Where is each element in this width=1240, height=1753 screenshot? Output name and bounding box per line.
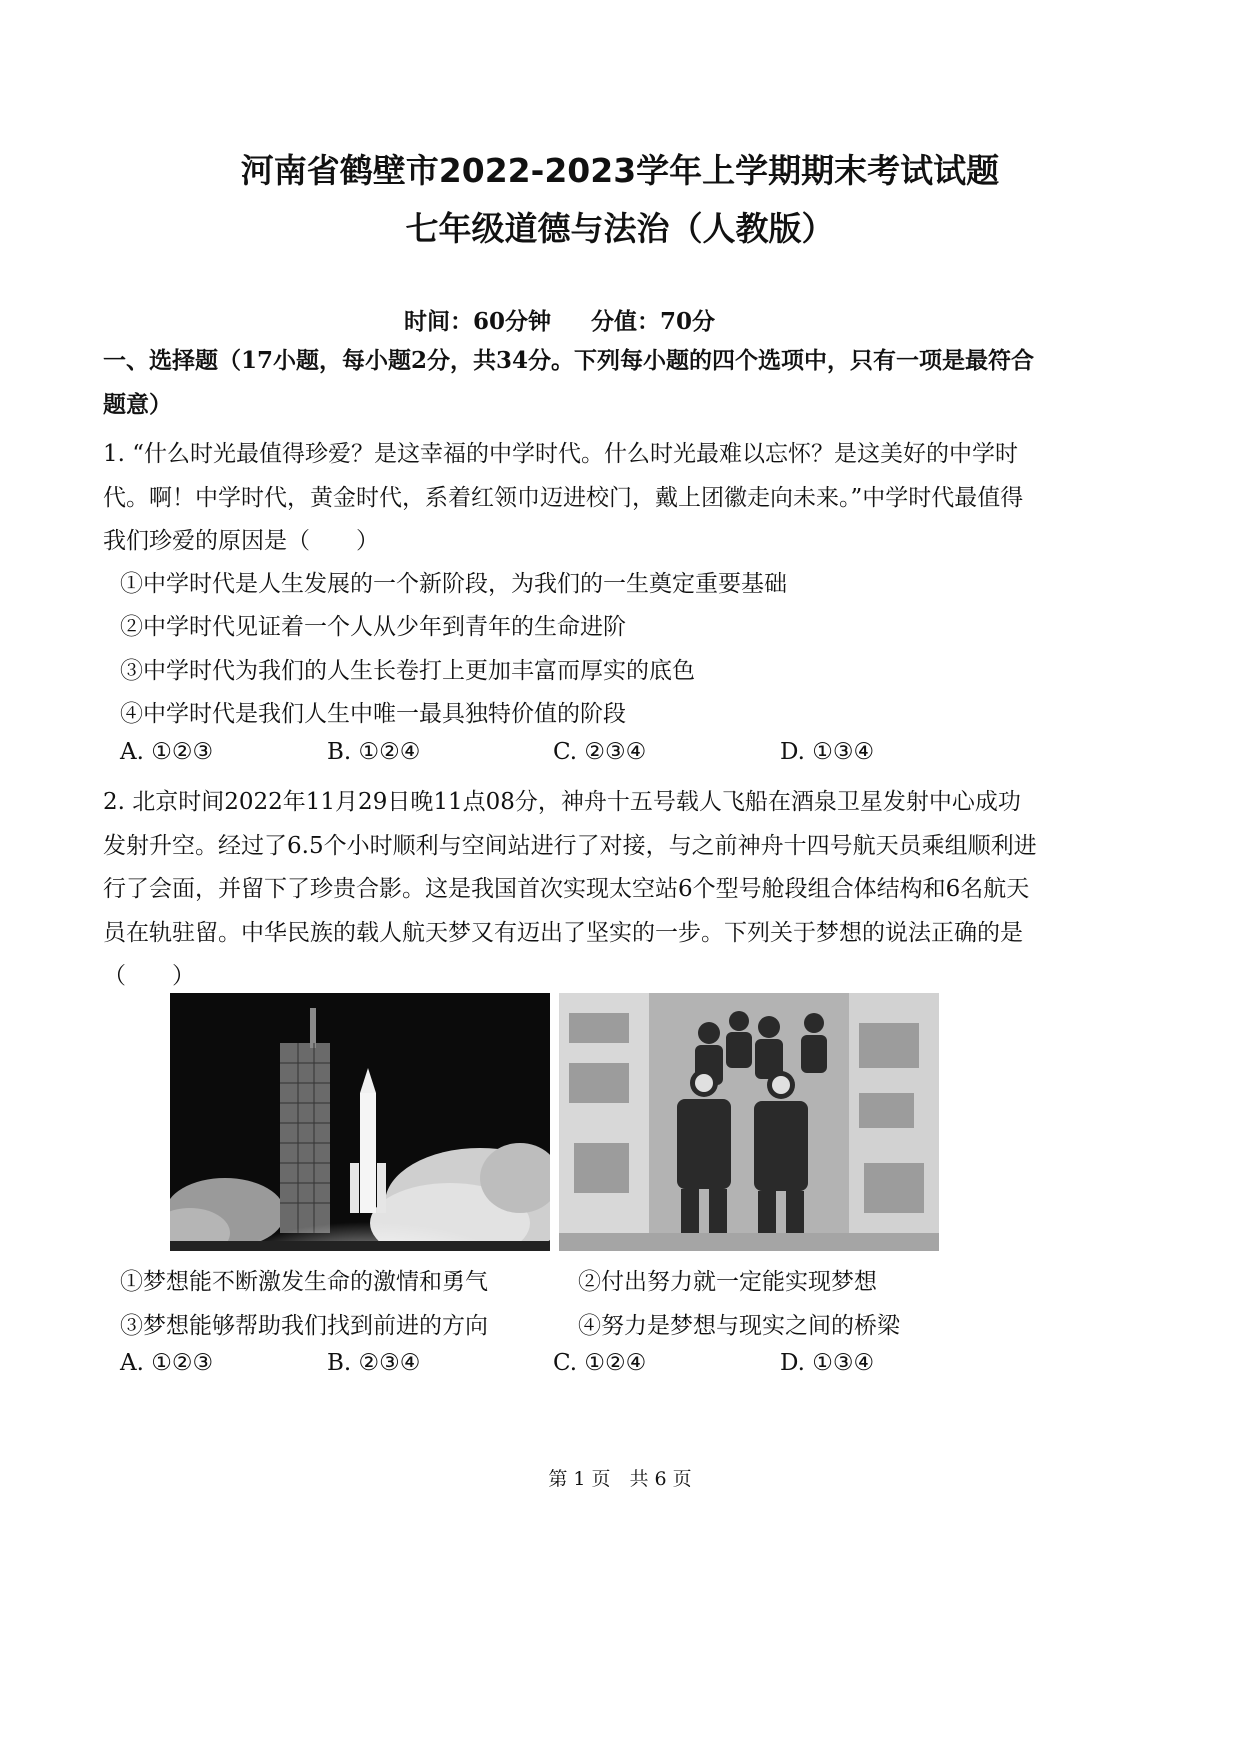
page-number: 第 1 页 共 6 页 xyxy=(548,1468,692,1490)
q1-option-a: A. ①②③ xyxy=(120,739,214,765)
exam-score: 分值：70分 xyxy=(591,308,716,335)
q2-statement-2: ②付出努力就一定能实现梦想 xyxy=(578,1269,877,1295)
q2-stem-line-1: 2. 北京时间2022年11月29日晚11点08分，神舟十五号载人飞船在酒泉卫星发射中心成功 xyxy=(103,789,1021,815)
q1-option-b: B. ①②④ xyxy=(327,739,421,765)
q2-statement-3: ③梦想能够帮助我们找到前进的方向 xyxy=(120,1313,488,1339)
q2-statement-1: ①梦想能不断激发生命的激情和勇气 xyxy=(120,1269,488,1295)
q1-option-d: D. ①③④ xyxy=(780,739,875,765)
q1-statement-2: ②中学时代见证着一个人从少年到青年的生命进阶 xyxy=(120,614,626,640)
exam-subtitle: 七年级道德与法治（人教版） xyxy=(405,209,835,248)
q2-option-b: B. ②③④ xyxy=(327,1350,421,1376)
q1-statement-4: ④中学时代是我们人生中唯一最具独特价值的阶段 xyxy=(120,701,626,727)
q2-option-d: D. ①③④ xyxy=(780,1350,875,1376)
q1-stem-line-3: 我们珍爱的原因是（ ） xyxy=(103,528,379,554)
q2-stem-line-5: （ ） xyxy=(103,963,195,989)
exam-time: 时间：60分钟 xyxy=(404,308,552,335)
q2-option-a: A. ①②③ xyxy=(120,1350,214,1376)
q1-option-c: C. ②③④ xyxy=(553,739,647,765)
astronauts-group-photo xyxy=(559,993,939,1251)
q2-statement-4: ④努力是梦想与现实之间的桥梁 xyxy=(578,1313,900,1339)
q2-option-c: C. ①②④ xyxy=(553,1350,647,1376)
section-heading-line-1: 一、选择题（17小题，每小题2分，共34分。下列每小题的四个选项中，只有一项是最符合 xyxy=(103,347,1035,374)
exam-title: 河南省鹤壁市2022-2023学年上学期期末考试试题 xyxy=(240,151,1000,190)
q2-stem-line-3: 行了会面，并留下了珍贵合影。这是我国首次实现太空站6个型号舱段组合体结构和6名航天 xyxy=(103,876,1030,902)
q1-statement-3: ③中学时代为我们的人生长卷打上更加丰富而厚实的底色 xyxy=(120,658,695,684)
rocket-launch-photo xyxy=(170,993,550,1251)
q1-statement-1: ①中学时代是人生发展的一个新阶段，为我们的一生奠定重要基础 xyxy=(120,571,787,597)
q1-stem-line-1: 1. “什么时光最值得珍爱？是这幸福的中学时代。什么时光最难以忘怀？是这美好的中学时 xyxy=(103,441,1019,467)
q2-stem-line-4: 员在轨驻留。中华民族的载人航天梦又有迈出了坚实的一步。下列关于梦想的说法正确的是 xyxy=(103,920,1023,946)
section-heading-line-2: 题意） xyxy=(103,391,172,418)
q2-stem-line-2: 发射升空。经过了6.5个小时顺利与空间站进行了对接，与之前神舟十四号航天员乘组顺利进 xyxy=(103,833,1037,859)
q1-stem-line-2: 代。啊！中学时代，黄金时代，系着红领巾迈进校门，戴上团徽走向未来。”中学时代最值得 xyxy=(103,485,1024,511)
